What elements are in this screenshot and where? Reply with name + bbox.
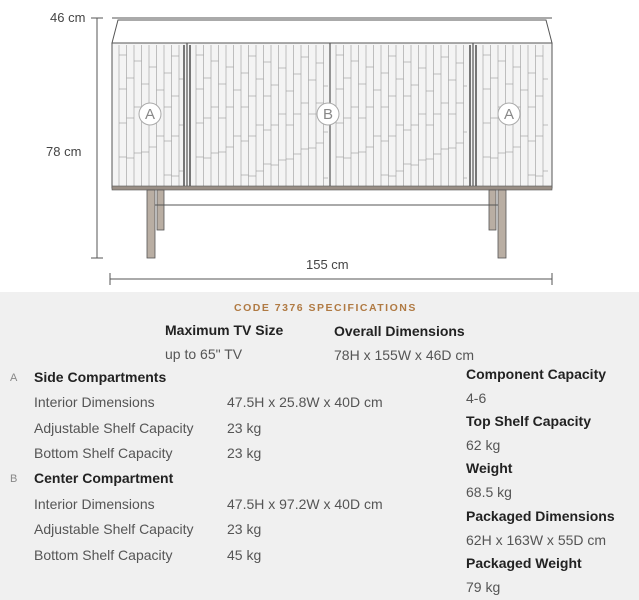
side-compartments-heading: Side Compartments [34, 369, 167, 385]
center-row-label: Bottom Shelf Capacity [34, 547, 173, 563]
center-row-label: Interior Dimensions [34, 496, 155, 512]
packaged-dimensions-value: 62H x 163W x 55D cm [466, 532, 607, 548]
component-capacity-heading: Component Capacity [466, 366, 607, 382]
packaged-dimensions-heading: Packaged Dimensions [466, 508, 615, 524]
center-row-value: 45 kg [227, 547, 262, 563]
side-row-value: 47.5H x 25.8W x 40D cm [227, 394, 383, 410]
door-label-a: A [503, 106, 515, 123]
center-compartment-heading: Center Compartment [34, 470, 174, 486]
cabinet-diagram [0, 0, 639, 292]
weight-value: 68.5 kg [466, 484, 512, 500]
top-shelf-capacity-value: 62 kg [466, 437, 501, 453]
height-label: 78 cm [46, 144, 82, 159]
side-row-value: 23 kg [227, 420, 262, 436]
top-shelf-capacity-heading: Top Shelf Capacity [466, 413, 591, 429]
overall-dimensions-value: 78H x 155W x 46D cm [334, 347, 475, 363]
center-row-label: Adjustable Shelf Capacity [34, 521, 194, 537]
cabinet-drawing [0, 0, 639, 292]
center-marker: B [10, 473, 18, 485]
side-marker: A [10, 372, 18, 384]
packaged-weight-value: 79 kg [466, 579, 501, 595]
side-row-label: Bottom Shelf Capacity [34, 445, 173, 461]
door-label-a: A [144, 106, 156, 123]
side-row-value: 23 kg [227, 445, 262, 461]
width-label: 155 cm [306, 257, 349, 272]
door-label-b: B [322, 106, 334, 123]
side-row-label: Adjustable Shelf Capacity [34, 420, 194, 436]
max-tv-value: up to 65" TV [165, 346, 243, 362]
spec-code-title: CODE 7376 SPECIFICATIONS [234, 302, 417, 314]
depth-label: 46 cm [50, 10, 86, 25]
max-tv-heading: Maximum TV Size [165, 322, 284, 338]
center-row-value: 47.5H x 97.2W x 40D cm [227, 496, 383, 512]
cabinet-leg [498, 190, 506, 258]
overall-dimensions-heading: Overall Dimensions [334, 323, 465, 339]
specifications-panel [0, 292, 639, 600]
cabinet-leg [157, 190, 164, 230]
weight-heading: Weight [466, 460, 513, 476]
cabinet-leg [489, 190, 496, 230]
cabinet-leg [147, 190, 155, 258]
side-row-label: Interior Dimensions [34, 394, 155, 410]
cabinet-top [112, 20, 552, 43]
packaged-weight-heading: Packaged Weight [466, 555, 582, 571]
center-row-value: 23 kg [227, 521, 262, 537]
component-capacity-value: 4-6 [466, 390, 487, 406]
cabinet-base-rail [112, 186, 552, 190]
